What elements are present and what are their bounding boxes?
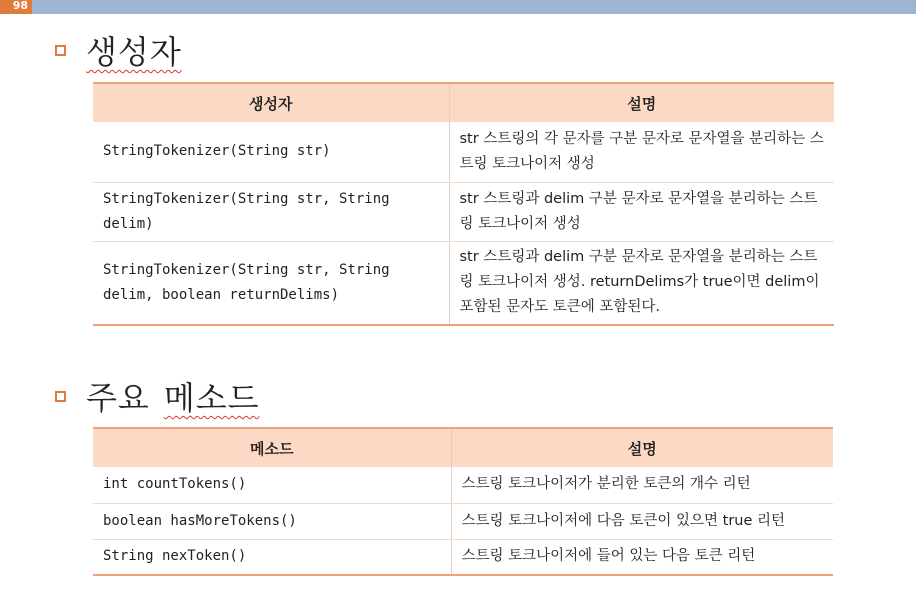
table-row (93, 539, 833, 575)
page-number: 98 (0, 0, 32, 14)
column-header: 생성자 (93, 83, 449, 122)
column-header: 설명 (451, 428, 833, 467)
section-heading-constructors (55, 27, 182, 73)
constructor-description: str 스트링과 delim 구분 문자로 문자열을 분리하는 스트링 토크나이저 생성 (449, 182, 834, 241)
constructor-description: str 스트링과 delim 구분 문자로 문자열을 분리하는 스트링 토크나이저 생성. returnDelims가 true이면 delim이 포함된 문자도 토큰에 포함된다. (449, 241, 834, 325)
method-signature: boolean hasMoreTokens() (93, 503, 451, 539)
constructors-table (93, 82, 834, 326)
table-row (93, 503, 833, 539)
methods-table (93, 427, 833, 576)
constructor-signature: StringTokenizer(String str, String delim, boolean returnDelims) (93, 241, 449, 325)
top-bar (0, 0, 916, 14)
method-description: 스트링 토크나이저에 들어 있는 다음 토큰 리턴 (451, 539, 833, 575)
constructor-signature: StringTokenizer(String str) (93, 122, 449, 182)
square-bullet-icon (55, 391, 66, 402)
method-description: 스트링 토크나이저에 다음 토큰이 있으면 true 리턴 (451, 503, 833, 539)
table-row (93, 467, 833, 503)
column-header: 설명 (449, 83, 834, 122)
section-heading-methods (55, 373, 260, 419)
section-title-word: 메소드 (163, 379, 260, 417)
constructor-signature: StringTokenizer(String str, String delim) (93, 182, 449, 241)
method-description: 스트링 토크나이저가 분리한 토큰의 개수 리턴 (451, 467, 833, 503)
method-signature: int countTokens() (93, 467, 451, 503)
table-row (93, 122, 834, 182)
square-bullet-icon (55, 45, 66, 56)
constructor-description: str 스트링의 각 문자를 구분 문자로 문자열을 분리하는 스트링 토크나이저 생성 (449, 122, 834, 182)
column-header: 메소드 (93, 428, 451, 467)
section-title-word: 주요 (86, 379, 150, 417)
table-row (93, 241, 834, 325)
table-row (93, 182, 834, 241)
method-signature: String nexToken() (93, 539, 451, 575)
section-title: 생성자 (86, 33, 182, 71)
